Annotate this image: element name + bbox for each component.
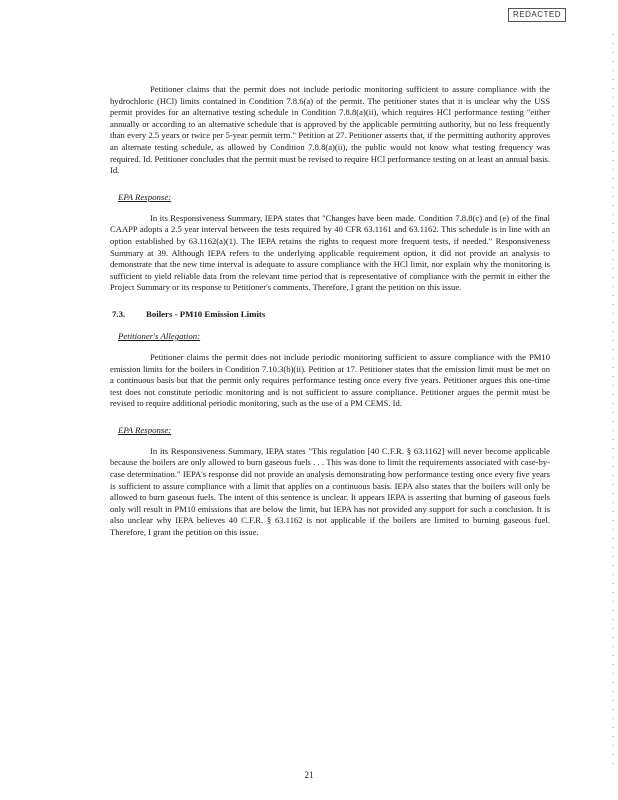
epa-response-heading-2: EPA Response: bbox=[118, 424, 172, 435]
section-title: Boilers - PM10 Emission Limits bbox=[146, 308, 266, 319]
document-body bbox=[110, 84, 550, 539]
epa-response-hcl-paragraph: In its Responsiveness Summary, IEPA states that "Changes have been made. Condition 7.8.8(c) and (e) of the final CAAPP adopts a 2.5 year interval between the tests required by 40 CFR 63.1161 and 63.1162. This schedule is in line with an option established by 63.1162(a)(1). The IEPA retains the rights to request more frequent tests, if needed." Responsiveness Summary at 39. Although IEPA refers to the underlying applicable requirement option, it did not provide an analysis to demonstrate that the new time interval is adequate to assure compliance with the HCl limit, nor explain why the monitoring is sufficient to yield reliable data from the relevant time period that is representative of compliance with the permit in either the Project Summary or its response to Petitioner's comments. Therefore, I grant the petition on this issue. bbox=[110, 212, 550, 293]
epa-response-pm10-paragraph: In its Responsiveness Summary, IEPA states "This regulation [40 C.F.R. § 63.1162] will never become applicable because the boilers are only allowed to burn gaseous fuels . . . This was done to limit the requirements associated with case-by-case determination." IEPA's response did not provide an analysis demonstrating how performance testing once every five years is sufficient to assure compliance with a limit that applies on a continuous basis. IEPA also states that the boilers will only be allowed to burn gaseous fuels. The intent of this sentence is unclear. It appears IEPA is asserting that burning of gaseous fuels only will result in PM10 emissions that are below the limit, but IEPA has not provided any support for such a conclusion. It is also unclear why IEPA believes 40 C.F.R. § 63.1162 is not applicable if the boilers are limited to burning gaseous fuel. Therefore, I grant the petition on this issue. bbox=[110, 445, 550, 538]
section-heading-boilers bbox=[110, 308, 550, 320]
section-number: 7.3. bbox=[112, 308, 126, 319]
scan-margin-marks bbox=[612, 30, 614, 770]
petitioner-claim-hcl-paragraph: Petitioner claims that the permit does not include periodic monitoring sufficient to assure compliance with the hydrochloric (HCl) limits contained in Condition 7.8.6(a) of the permit. The petitioner states that it is unclear why the USS permit provides for an alternative testing schedule in Condition 7.8.8(a)(ii), which requires HCl performance testing "either annually or according to an alternative schedule that is approved by the applicable permitting authority, but no less frequently than every 2.5 years or twice per 5-year permit term." Petition at 27. Petitioner asserts that, if the permitting authority approves an alternate testing schedule, as allowed by Condition 7.8.8(a)(ii), the public would not know what testing frequency was required. Id. Petitioner concludes that the permit must be revised to require HCl performance testing on at least an annual basis. Id. bbox=[110, 84, 550, 176]
redaction-stamp: REDACTED bbox=[508, 8, 566, 22]
petitioner-allegation-heading: Petitioner's Allegation: bbox=[118, 330, 201, 341]
epa-response-heading-1: EPA Response: bbox=[118, 191, 172, 202]
petitioner-claim-pm10-paragraph: Petitioner claims the permit does not include periodic monitoring sufficient to assure compliance with the PM10 emission limits for the boilers in Condition 7.10.3(b)(ii). Petition at 17. Petitioner states that the emission limit must be met on a continuous basis but that the permit only requires performance testing once every five years. Petitioner argues this one-time test does not constitute periodic monitoring and is not sufficient to assure compliance. Petitioner argues the permit must be revised to require additional periodic monitoring, such as the use of a PM CEMS. Id. bbox=[110, 351, 550, 409]
page-number: 21 bbox=[304, 770, 314, 780]
